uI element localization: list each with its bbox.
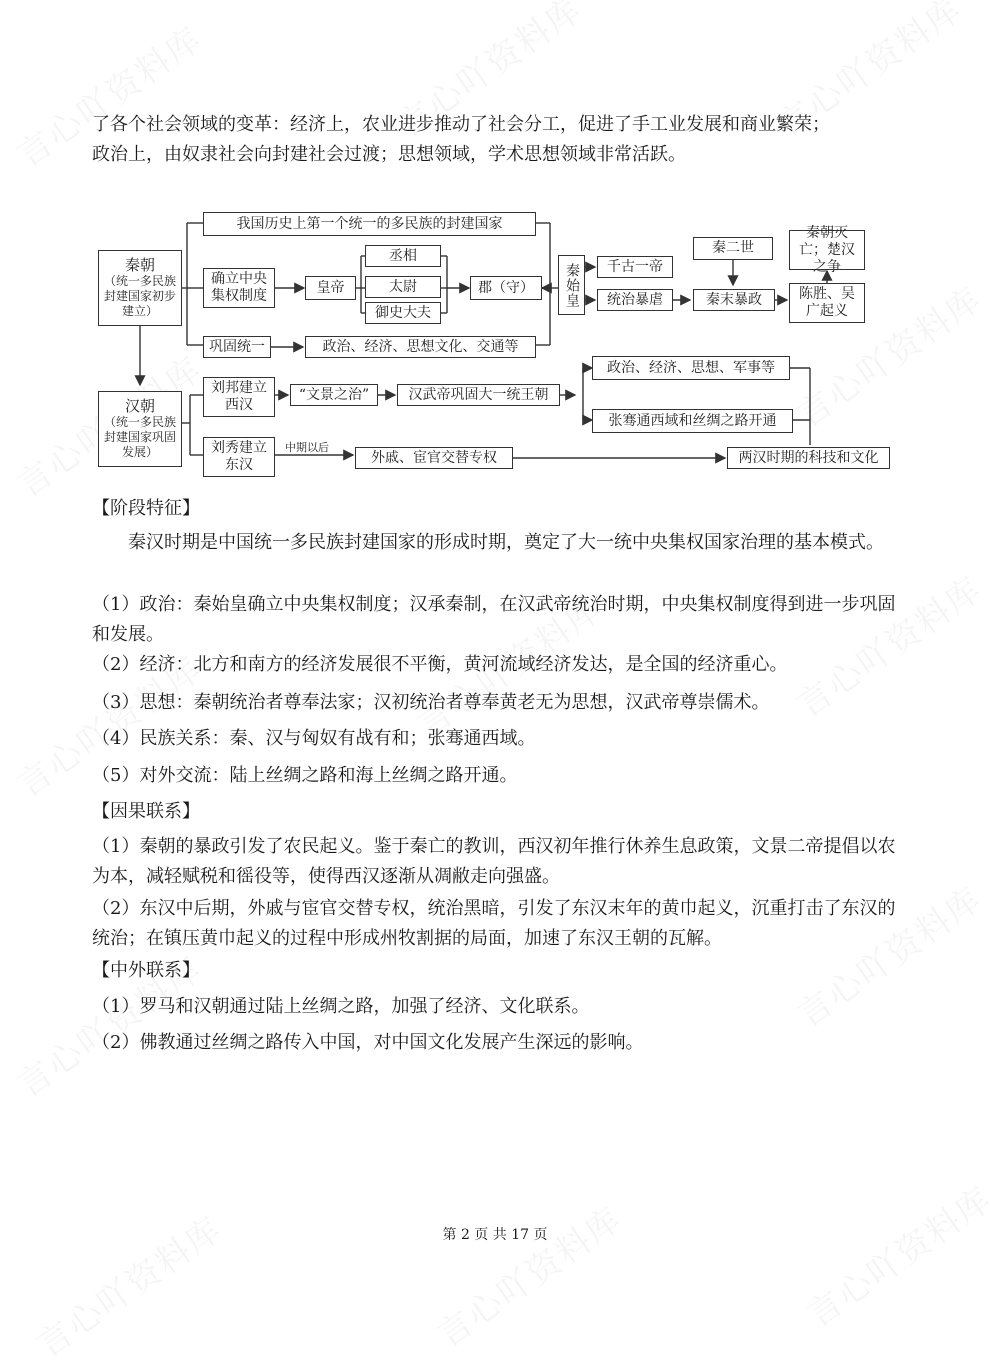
han-subtitle: （统一多民族封建国家巩固发展） bbox=[103, 415, 176, 459]
qin-han-diagram bbox=[95, 205, 895, 480]
liubang-box: 刘邦建立西汉 bbox=[203, 377, 275, 417]
feature-item: （3）思想：秦朝统治者尊奉法家；汉初统治者尊奉黄老无为思想，汉武帝尊崇儒术。 bbox=[92, 692, 770, 713]
zhangqian-box: 张骞通西域和丝绸之路开通 bbox=[592, 409, 793, 433]
wudi-box: 汉武帝巩固大一统王朝 bbox=[397, 384, 560, 406]
qin-subtitle: （统一多民族封建国家初步建立） bbox=[103, 274, 176, 318]
features-intro: 秦汉时期是中国统一多民族封建国家的形成时期，奠定了大一统中央集权国家治理的基本模式。 bbox=[128, 532, 884, 553]
qinershi-box: 秦二世 bbox=[693, 237, 773, 260]
zhongqi-label: 中期以后 bbox=[285, 441, 329, 454]
feature-item: （1）政治：秦始皇确立中央集权制度；汉承秦制，在汉武帝统治时期，中央集权制度得到进一步巩固和发展。 bbox=[92, 594, 896, 645]
yushi-box: 御史大夫 bbox=[365, 302, 441, 324]
intro-line-1: 了各个社会领域的变革：经济上，农业进步推动了社会分工，促进了手工业发展和商业繁荣； bbox=[92, 114, 830, 135]
first-state-box: 我国历史上第一个统一的多民族的封建国家 bbox=[203, 212, 536, 236]
chengxiang-box: 丞相 bbox=[365, 245, 441, 267]
foreign-item: （1）罗马和汉朝通过陆上丝绸之路，加强了经济、文化联系。 bbox=[92, 996, 590, 1017]
section-title-causality: 【因果联系】 bbox=[92, 801, 200, 822]
feature-item: （5）对外交流：陆上丝绸之路和海上丝绸之路开通。 bbox=[92, 765, 518, 786]
qinmo-box: 秦末暴政 bbox=[693, 289, 775, 311]
feature-item: （4）民族关系：秦、汉与匈奴有战有和；张骞通西域。 bbox=[92, 728, 536, 749]
qin-label: 秦朝 bbox=[124, 256, 155, 274]
foreign-item: （2）佛教通过丝绸之路传入中国，对中国文化发展产生深远的影响。 bbox=[92, 1032, 644, 1053]
qinshihuang-label: 秦始皇 bbox=[564, 262, 580, 308]
section-title-foreign: 【中外联系】 bbox=[92, 960, 200, 981]
gonggu-items-box: 政治、经济、思想文化、交通等 bbox=[305, 336, 536, 358]
baonue-box: 统治暴虐 bbox=[597, 289, 673, 311]
gonggu-box: 巩固统一 bbox=[203, 336, 271, 358]
watermark bbox=[795, 1172, 990, 1336]
qin-dynasty-box bbox=[98, 250, 182, 326]
chensheng-box: 陈胜、吴广起义 bbox=[789, 283, 865, 323]
han-label: 汉朝 bbox=[124, 397, 155, 415]
wudi-items-box: 政治、经济、思想、军事等 bbox=[592, 356, 790, 380]
section-title-features: 【阶段特征】 bbox=[92, 498, 200, 519]
wenjing-box: “文景之治” bbox=[290, 384, 378, 406]
waiqi-box: 外戚、宦官交替专权 bbox=[355, 447, 513, 469]
keji-box: 两汉时期的科技和文化 bbox=[727, 447, 890, 469]
miewang-box: 秦朝灭亡；楚汉之争 bbox=[789, 230, 865, 270]
liuxiu-box: 刘秀建立东汉 bbox=[203, 437, 275, 477]
central-system-box: 确立中央集权制度 bbox=[203, 268, 275, 308]
emperor-box: 皇帝 bbox=[305, 276, 356, 300]
feature-item: （2）经济：北方和南方的经济发展很不平衡，黄河流域经济发达，是全国的经济重心。 bbox=[92, 654, 788, 675]
qiangu-box: 千古一帝 bbox=[597, 256, 673, 278]
jun-box: 郡（守） bbox=[470, 276, 542, 300]
causality-item: （2）东汉中后期，外戚与宦官交替专权，统治黑暗，引发了东汉末年的黄巾起义，沉重打击了东汉的统治；在镇压黄巾起义的过程中形成州牧割据的局面，加速了东汉王朝的瓦解。 bbox=[92, 898, 896, 949]
han-dynasty-box bbox=[98, 391, 182, 467]
qinshihuang-box bbox=[558, 255, 585, 315]
taiwei-box: 太尉 bbox=[365, 276, 441, 298]
watermark bbox=[425, 1192, 630, 1356]
page-number: 第 2 页 共 17 页 bbox=[442, 1227, 548, 1243]
intro-line-2: 政治上，由奴隶社会向封建社会过渡；思想领域，学术思想领域非常活跃。 bbox=[92, 144, 686, 165]
causality-item: （1）秦朝的暴政引发了农民起义。鉴于秦亡的教训，西汉初年推行休养生息政策，文景二帝提倡以农为本，减轻赋税和徭役等，使得西汉逐渐从凋敝走向强盛。 bbox=[92, 836, 896, 887]
